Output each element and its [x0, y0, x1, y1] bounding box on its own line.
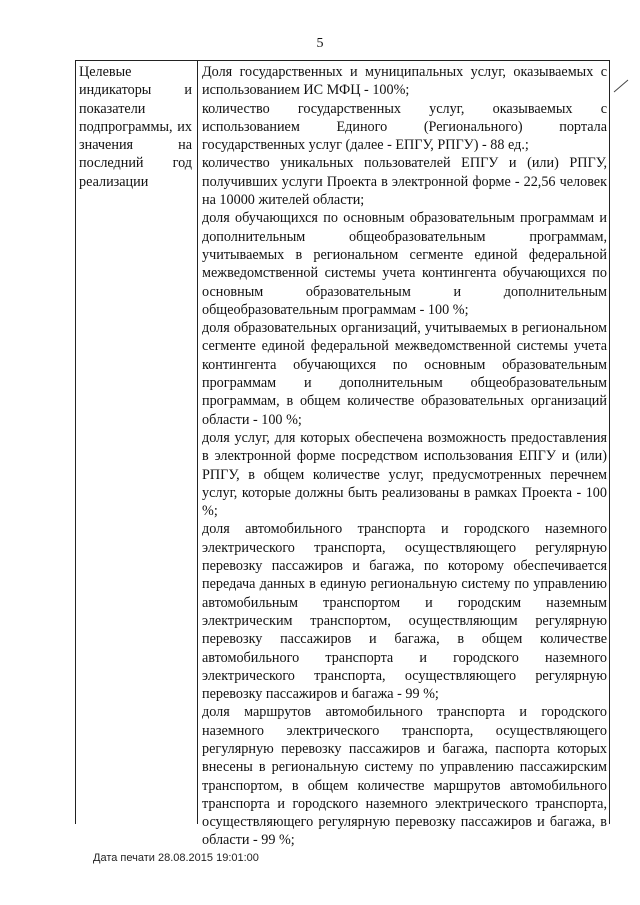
indicator-paragraph: количество государственных услуг, оказываемых с использованием Единого (Регионального) портала государственных услуг (далее - ЕПГУ, РПГУ) - 88 ед.; — [202, 100, 607, 154]
pen-mark-icon — [612, 78, 630, 96]
indicator-paragraph: доля образовательных организаций, учитываемых в региональном сегменте единой федеральной межведомственной системы учета контингента обучающихся по основным образовательным программам и дополнительным общеобразовательным программам, в общем количестве образовательных организаций области - 100 %; — [202, 320, 607, 428]
indicator-paragraph: доля услуг, для которых обеспечена возможность предоставления в электронной форме посредством использования ЕПГУ и (или) РПГУ, в общем количестве услуг, предусмотренных перечнем услуг, которые должны быть реализованы в рамках Проекта - 100 %; — [202, 429, 607, 520]
indicator-paragraph: доля автомобильного транспорта и городского наземного электрического транспорта, осуществляющего регулярную перевозку пассажиров и багажа, по которому обеспечивается передача данных в единую региональную систему по управлению автомобильным транспортом и городским наземным электрическим транспортом, осуществляющим регулярную перевозку пассажиров и багажа, в общем количестве автомобильного транспорта и городского наземного электрического транспорта, осуществляющего регулярную перевозку пассажиров и багажа - 99 %; — [202, 521, 607, 703]
page-number: 5 — [316, 36, 324, 51]
indicator-paragraph: Доля государственных и муниципальных услуг, оказываемых с использованием ИС МФЦ - 100%; — [202, 64, 607, 99]
table-row-label-cell — [76, 61, 198, 824]
table-row-value-cell — [198, 61, 611, 849]
row-label: Целевые индикаторы и показатели подпрограммы, их значения на последний год реализации — [79, 64, 192, 190]
indicator-paragraph: доля обучающихся по основным образовательным программам и дополнительным общеобразовательным программам, учитываемых в региональном сегменте единой федеральной межведомственной системы учета контингента обучающихся по основным образовательным и дополнительным общеобразовательным программам - 100 %; — [202, 210, 607, 318]
indicators-table — [75, 60, 610, 849]
indicator-paragraph: количество уникальных пользователей ЕПГУ и (или) РПГУ, получивших услуги Проекта в электронной форме - 22,56 человек на 10000 жителей области; — [202, 155, 607, 209]
indicator-paragraph: доля маршрутов автомобильного транспорта и городского наземного электрического транспорта, осуществляющего регулярную перевозку пассажиров и багажа, паспорта которых внесены в региональную систему по управлению пассажирским транспортом, в общем количестве маршрутов автомобильного транспорта и городского наземного электрического транспорта, осуществляющего регулярную перевозку пассажиров и багажа, в области - 99 %; — [202, 704, 607, 849]
print-date: Дата печати 28.08.2015 19:01:00 — [93, 852, 259, 864]
